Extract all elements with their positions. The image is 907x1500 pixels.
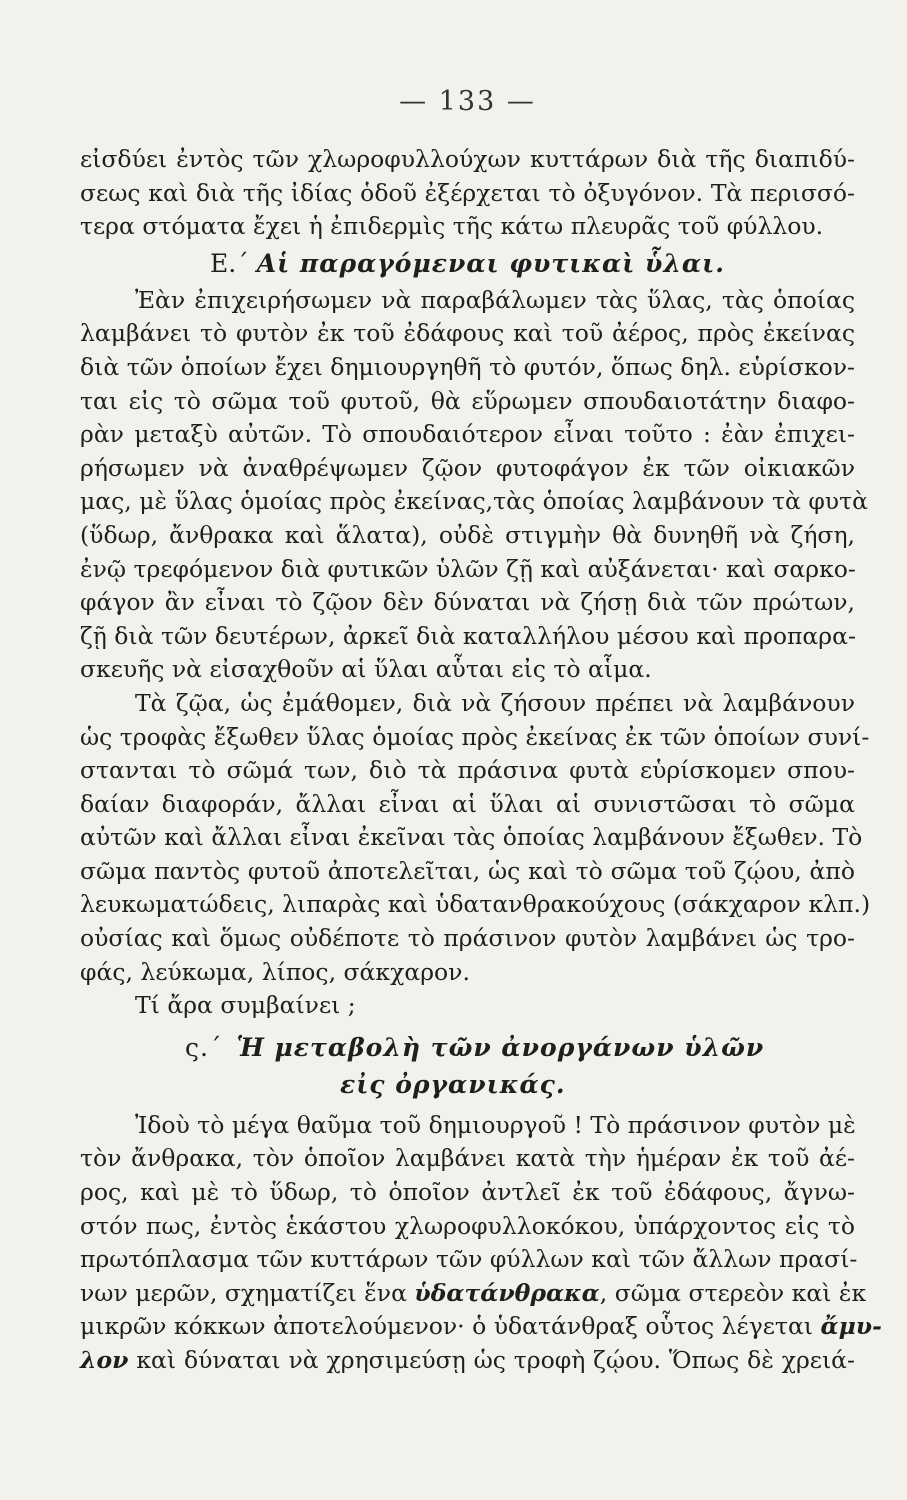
text-line: Τὰ ζῷα, ὡς ἐμάθομεν, διὰ νὰ ζήσουν πρέπει νὰ λαμβάνουν (135, 688, 855, 717)
emphasized-term: ἄμυ- (820, 1312, 882, 1341)
text-run: μικρῶν κόκκων ἀποτελούμενον· ὁ ὑδατάνθραξ οὗτος λέγεται (80, 1312, 821, 1341)
text-line: ται εἰς τὸ σῶμα τοῦ φυτοῦ, θὰ εὕρωμεν σπουδαιοτάτην διαφο- (80, 386, 855, 415)
text-line: Ἰδοὺ τὸ μέγα θαῦμα τοῦ δημιουργοῦ ! Τὸ πράσινον φυτὸν μὲ (135, 1110, 856, 1139)
text-line: στανται τὸ σῶμά των, διὸ τὰ πράσινα φυτὰ εὑρίσκομεν σπου- (80, 756, 855, 785)
text-line: σκευῆς νὰ εἰσαχθοῦν αἱ ὕλαι αὗται εἰς τὸ αἷμα. (80, 655, 652, 684)
book-page (80, 0, 882, 1500)
text-run: , σῶμα στερεὸν καὶ ἐκ (599, 1278, 867, 1307)
page-number: — 133 — (399, 86, 536, 117)
section-number: ς.΄ (185, 1032, 223, 1062)
text-line: αὐτῶν καὶ ἄλλαι εἶναι ἐκεῖναι τὰς ὁποίας λαμβάνουν ἔξωθεν. Τὸ (80, 823, 863, 852)
text-line: δαίαν διαφοράν, ἄλλαι εἶναι αἱ ὕλαι αἱ συνιστῶσαι τὸ σῶμα (80, 789, 855, 818)
text-line: εἰσδύει ἐντὸς τῶν χλωροφυλλούχων κυττάρων διὰ τῆς διαπιδύ- (80, 145, 855, 173)
text-line: φάγον ἂν εἶναι τὸ ζῷον δὲν δύναται νὰ ζήσῃ διὰ τῶν πρώτων, (80, 588, 855, 617)
text-line: στόν πως, ἐντὸς ἑκάστου χλωροφυλλοκόκου, ὑπάρχοντος εἰς τὸ (80, 1211, 855, 1240)
text-line: ἐνῷ τρεφόμενον διὰ φυτικῶν ὑλῶν ζῇ καὶ αὐξάνεται· καὶ σαρκο- (80, 554, 856, 583)
text-line-question: Τί ἄρα συμβαίνει ; (135, 991, 356, 1020)
text-line: ρὰν μεταξὺ αὐτῶν. Τὸ σπουδαιότερον εἶναι τοῦτο : ἐὰν ἐπιχει- (80, 420, 855, 449)
emphasized-term: ὑδατάνθρακα (414, 1278, 600, 1307)
text-line: Ἐὰν ἐπιχειρήσωμεν νὰ παραβάλωμεν τὰς ὕλας, τὰς ὁποίας (135, 285, 855, 314)
text-line: οὐσίας καὶ ὅμως οὐδέποτε τὸ πράσινον φυτὸν λαμβάνει ὡς τρο- (80, 924, 855, 953)
text-line: διὰ τῶν ὁποίων ἔχει δημιουργηθῆ τὸ φυτόν, ὅπως δηλ. εὑρίσκον- (80, 352, 855, 381)
text-line (80, 1310, 882, 1344)
text-line: σεως καὶ διὰ τῆς ἰδίας ὁδοῦ ἐξέρχεται τὸ ὀξυγόνον. Τὰ περισσό- (80, 178, 855, 207)
section-heading-e (80, 244, 855, 284)
text-line: (ὕδωρ, ἄνθρακα καὶ ἅλατα), οὐδὲ στιγμὴν θὰ δυνηθῆ νὰ ζήση, (80, 520, 855, 549)
text-line: τερα στόματα ἔχει ἡ ἐπιδερμὶς τῆς κάτω πλευρᾶς τοῦ φύλλου. (80, 212, 824, 241)
text-line: φάς, λεύκωμα, λίπος, σάκχαρον. (80, 957, 470, 986)
text-run: νων μερῶν, σχηματίζει ἕνα (80, 1278, 415, 1307)
section-heading-st (80, 1029, 855, 1066)
text-line (80, 1344, 855, 1378)
section-number: Ε.΄ (210, 248, 249, 278)
text-line: μας, μὲ ὕλας ὁμοίας πρὸς ἐκείνας,τὰς ὁποίας λαμβάνουν τὰ φυτὰ (80, 487, 868, 516)
emphasized-term: λον (80, 1346, 129, 1374)
text-line (80, 1277, 867, 1311)
text-line: λευκωματώδεις, λιπαρὰς καὶ ὑδατανθρακούχους (σάκχαρον κλπ.) (80, 890, 871, 919)
text-line: λαμβάνει τὸ φυτὸν ἐκ τοῦ ἐδάφους καὶ τοῦ ἀέρος, πρὸς ἐκείνας (80, 319, 855, 348)
section-heading-st-cont: εἰς ὀργανικάς. (340, 1069, 566, 1099)
section-title: Ἡ μεταβολὴ τῶν ἀνοργάνων ὑλῶν (236, 1032, 765, 1062)
text-line: πρωτόπλασμα τῶν κυττάρων τῶν φύλλων καὶ τῶν ἄλλων πρασί- (80, 1245, 858, 1274)
text-run: καὶ δύναται νὰ χρησιμεύσῃ ὡς τροφὴ ζῴου. Ὅπως δὲ χρειά- (128, 1346, 855, 1374)
text-line: ρος, καὶ μὲ τὸ ὕδωρ, τὸ ὁποῖον ἀντλεῖ ἐκ τοῦ ἐδάφους, ἄγνω- (80, 1178, 855, 1207)
text-line: ρήσωμεν νὰ ἀναθρέψωμεν ζῷον φυτοφάγον ἐκ τῶν οἰκιακῶν (80, 453, 855, 482)
text-line: τὸν ἄνθρακα, τὸν ὁποῖον λαμβάνει κατὰ τὴν ἡμέραν ἐκ τοῦ ἀέ- (80, 1144, 855, 1173)
text-line: σῶμα παντὸς φυτοῦ ἀποτελεῖται, ὡς καὶ τὸ σῶμα τοῦ ζῴου, ἀπὸ (80, 856, 855, 885)
text-line: ὡς τροφὰς ἔξωθεν ὕλας ὁμοίας πρὸς ἐκείνας ἐκ τῶν ὁποίων συνί- (80, 722, 870, 751)
section-title: Αἱ παραγόμεναι φυτικαὶ ὗλαι. (256, 248, 725, 278)
text-line: ζῇ διὰ τῶν δευτέρων, ἀρκεῖ διὰ καταλλήλου μέσου καὶ προπαρα- (80, 621, 856, 650)
body-text (80, 143, 882, 1378)
